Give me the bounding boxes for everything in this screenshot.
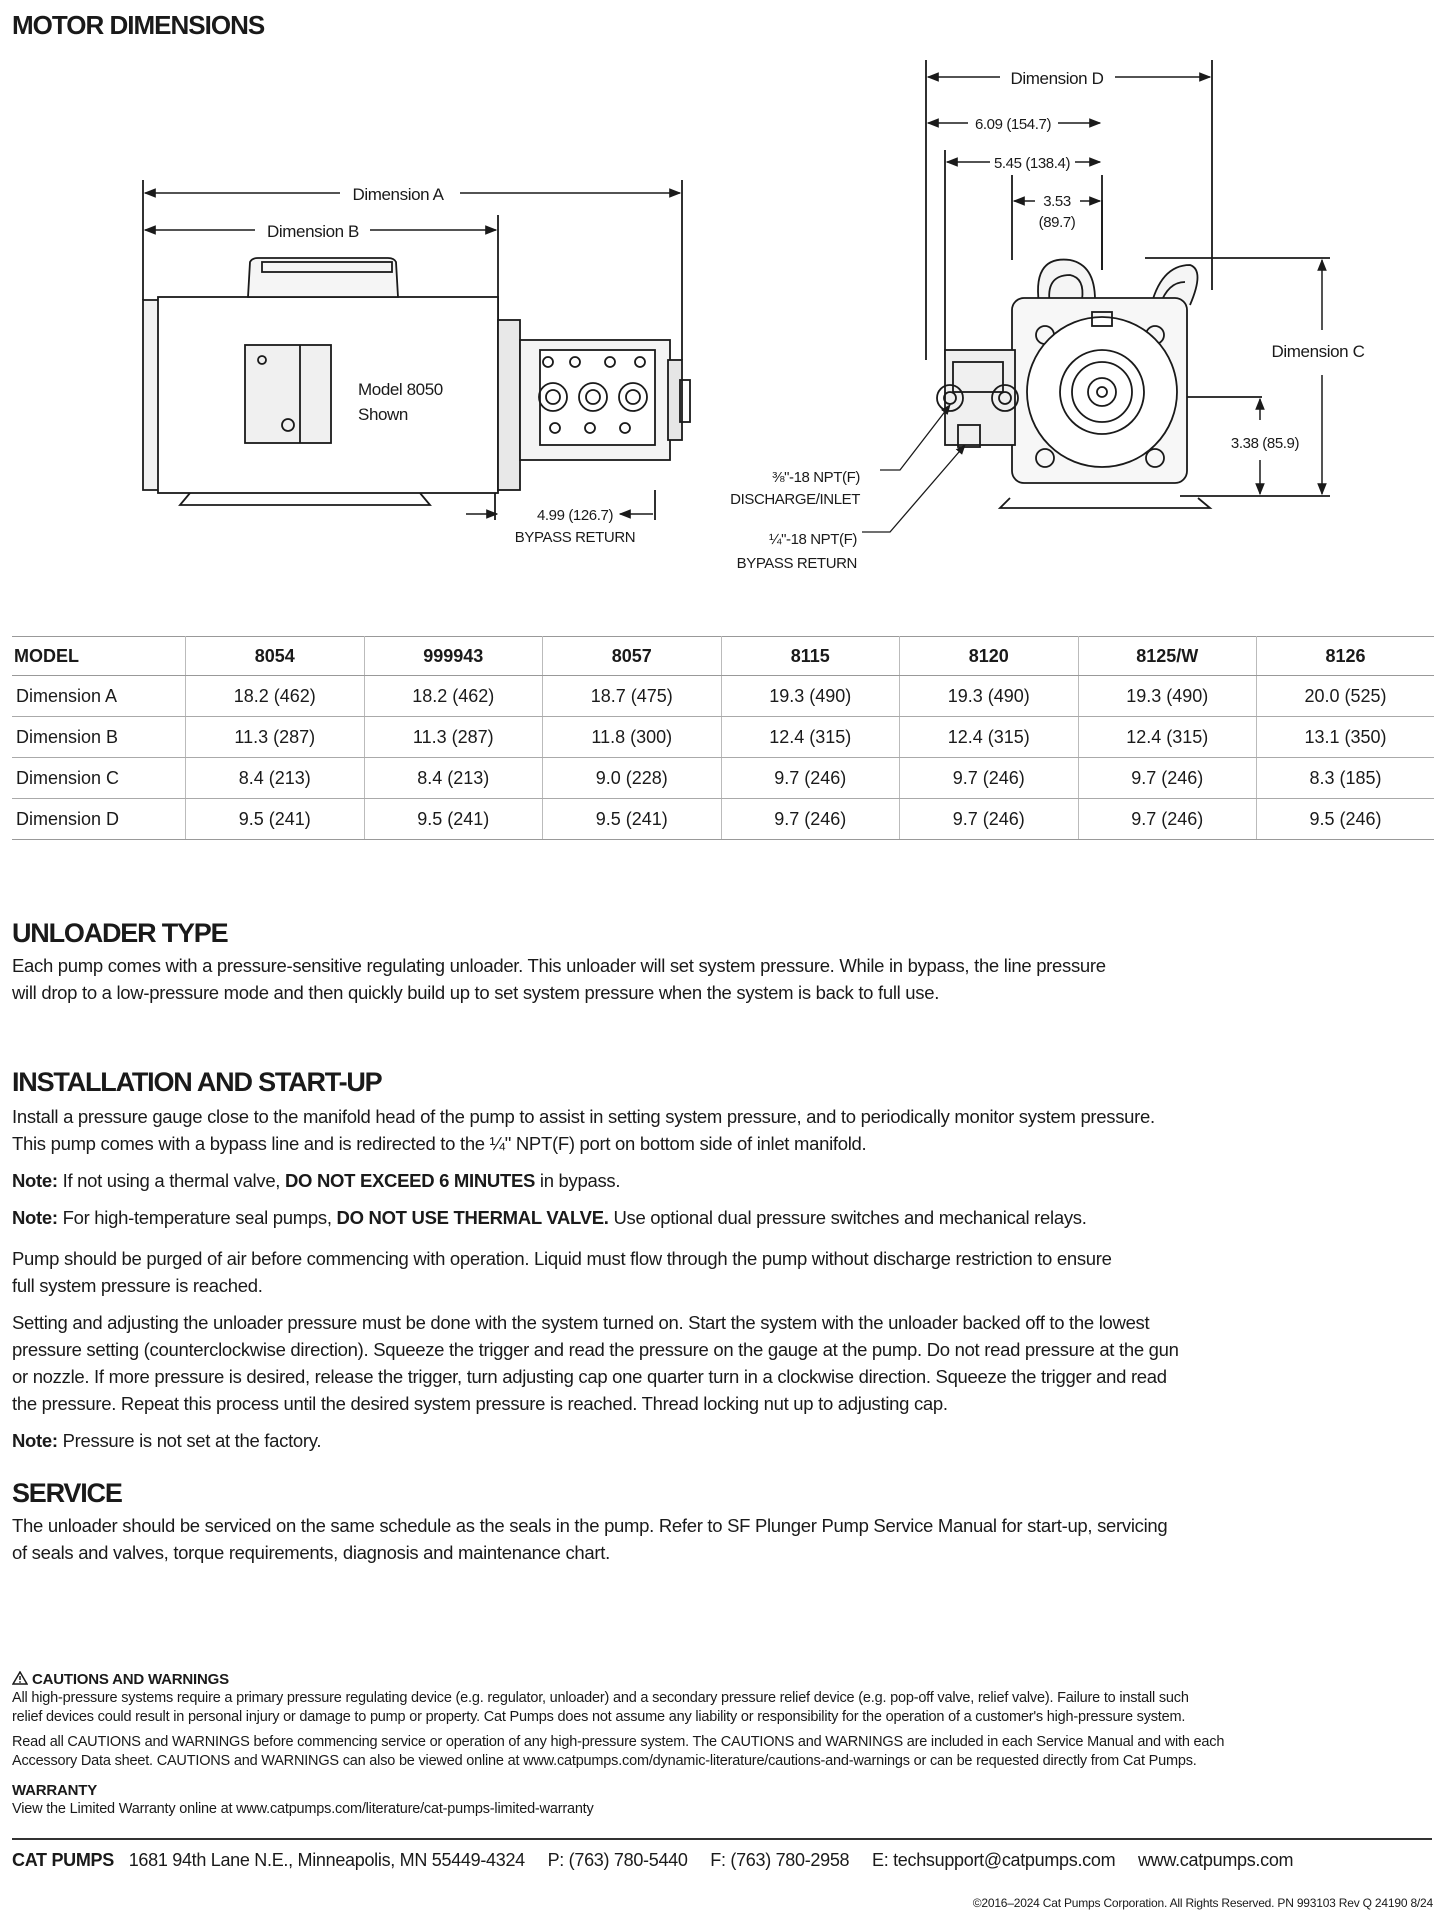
unloader-text <box>12 952 1432 1006</box>
note-emphasis: DO NOT EXCEED 6 MINUTES <box>285 1170 536 1191</box>
table-cell: 9.5 (241) <box>186 799 365 840</box>
table-cell: 18.2 (462) <box>186 676 365 717</box>
header-cell: 8115 <box>721 637 900 676</box>
table-cell: 8.4 (213) <box>186 758 365 799</box>
text-line: This pump comes with a bypass line and is redirected to the ¼" NPT(F) port on bottom side of inlet manifold. <box>12 1133 867 1154</box>
table-cell: 9.5 (246) <box>1257 799 1435 840</box>
table-cell: Dimension C <box>12 758 186 799</box>
header-cell: 8054 <box>186 637 365 676</box>
note-text: If not using a thermal valve, <box>57 1170 285 1191</box>
dimension-545-label: 5.45 (138.4) <box>993 155 1071 172</box>
table-cell: 11.8 (300) <box>543 717 722 758</box>
dimension-a-label: Dimension A <box>352 185 444 204</box>
table-row <box>12 717 1434 758</box>
page-title: MOTOR DIMENSIONS <box>12 10 265 40</box>
model-shown-line1: Model 8050 <box>358 380 443 399</box>
header-cell: 8126 <box>1257 637 1435 676</box>
note-text: Use optional dual pressure switches and mechanical relays. <box>608 1207 1087 1228</box>
table-cell: 8.4 (213) <box>364 758 543 799</box>
note-factory <box>12 1427 1432 1454</box>
text-line: will drop to a low-pressure mode and then quickly build up to set system pressure when the system is back to full use. <box>12 982 940 1003</box>
table-row <box>12 799 1434 840</box>
discharge-inlet-label: DISCHARGE/INLET <box>730 491 860 508</box>
text-line: relief devices could result in personal injury or damage to pump or property. Cat Pumps does not assume any liability or responsibility for the operation of a customer's high-pressure system. <box>12 1709 1186 1725</box>
text-line: Pump should be purged of air before commencing with operation. Liquid must flow through the pump without discharge restriction to ensure <box>12 1248 1112 1269</box>
dimension-353-label: 3.53 <box>1043 193 1071 210</box>
bypass-return-port-label: BYPASS RETURN <box>736 555 857 572</box>
model-shown-line2: Shown <box>358 405 408 424</box>
table-cell: 18.7 (475) <box>543 676 722 717</box>
footer-divider <box>12 1838 1432 1840</box>
warranty-text: View the Limited Warranty online at www.catpumps.com/literature/cat-pumps-limited-warranty <box>12 1801 594 1817</box>
footer-website[interactable]: www.catpumps.com <box>1137 1850 1294 1870</box>
table-cell: 9.5 (241) <box>543 799 722 840</box>
service-title: SERVICE <box>12 1478 122 1508</box>
table-row <box>12 676 1434 717</box>
text-line: Install a pressure gauge close to the manifold head of the pump to assist in setting system pressure, and to periodically monitor system pressure. <box>12 1106 1155 1127</box>
unloader-title: UNLOADER TYPE <box>12 918 228 948</box>
cautions-heading <box>12 1670 1432 1689</box>
service-text <box>12 1512 1432 1566</box>
text-line: or nozzle. If more pressure is desired, release the trigger, turn adjusting cap one quarter turn in a clockwise direction. Squeeze the trigger and read <box>12 1366 1167 1387</box>
dimension-d-label: Dimension D <box>1010 69 1104 88</box>
table-cell: 19.3 (490) <box>721 676 900 717</box>
install-title: INSTALLATION AND START-UP <box>12 1067 382 1097</box>
table-cell: 19.3 (490) <box>900 676 1079 717</box>
table-cell: 8.3 (185) <box>1257 758 1435 799</box>
text-line: Read all CAUTIONS and WARNINGS before commencing service or operation of any high-pressure system. The CAUTIONS and WARNINGS are included in each Service Manual and with each <box>12 1734 1225 1750</box>
table-cell: 12.4 (315) <box>721 717 900 758</box>
note-text: For high-temperature seal pumps, <box>57 1207 337 1228</box>
table-cell: 11.3 (287) <box>364 717 543 758</box>
table-cell: 13.1 (350) <box>1257 717 1435 758</box>
motor-dimension-diagram <box>0 40 1445 600</box>
dimension-c-label: Dimension C <box>1271 342 1365 361</box>
table-cell: Dimension B <box>12 717 186 758</box>
note-text: Pressure is not set at the factory. <box>57 1430 322 1451</box>
table-cell: 9.7 (246) <box>721 758 900 799</box>
note-thermal <box>12 1167 1432 1194</box>
header-cell: 8120 <box>900 637 1079 676</box>
note-label: Note: <box>12 1207 58 1228</box>
text-line: Accessory Data sheet. CAUTIONS and WARNINGS can also be viewed online at www.catpumps.com/dynamic-literature/cautions-and-warnings or can be requested directly from Cat Pumps. <box>12 1753 1197 1769</box>
footer-email[interactable]: E: techsupport@catpumps.com <box>871 1850 1116 1870</box>
bypass-return-label: BYPASS RETURN <box>514 529 636 546</box>
table-cell: 19.3 (490) <box>1078 676 1257 717</box>
table-cell: 9.7 (246) <box>900 758 1079 799</box>
footer-phone: P: (763) 780-5440 <box>547 1850 688 1870</box>
footer-contact <box>12 1850 1432 1871</box>
footer-brand: CAT PUMPS <box>12 1850 114 1870</box>
text-line: full system pressure is reached. <box>12 1275 263 1296</box>
table-cell: 18.2 (462) <box>364 676 543 717</box>
table-cell: 12.4 (315) <box>900 717 1079 758</box>
text-line: All high-pressure systems require a primary pressure regulating device (e.g. regulator, unloader) and a secondary pressure relief device (e.g. pop-off valve, relief valve). Failure to install such <box>12 1690 1189 1706</box>
text-line: Setting and adjusting the unloader pressure must be done with the system turned on. Start the system with the unloader backed off to the lowest <box>12 1312 1150 1333</box>
motor-side-view <box>143 180 690 520</box>
note-high-temp <box>12 1204 1432 1231</box>
footer-address: 1681 94th Lane N.E., Minneapolis, MN 55449-4324 <box>128 1850 525 1870</box>
note-label: Note: <box>12 1170 58 1191</box>
text-line: pressure setting (counterclockwise direction). Squeeze the trigger and read the pressure on the gauge at the pump. Do not read pressure at the gun <box>12 1339 1179 1360</box>
warranty-title: WARRANTY <box>12 1782 98 1799</box>
table-cell: 9.7 (246) <box>1078 799 1257 840</box>
discharge-npt-label: ⅜"-18 NPT(F) <box>771 469 860 486</box>
copyright: ©2016–2024 Cat Pumps Corporation. All Rights Reserved. PN 993103 Rev Q 24190 8/24 <box>972 1896 1433 1910</box>
bypass-npt-label: ¼"-18 NPT(F) <box>768 531 857 548</box>
header-cell: MODEL <box>12 637 186 676</box>
note-label: Note: <box>12 1430 58 1451</box>
dimension-b-label: Dimension B <box>267 222 359 241</box>
dimensions-table <box>12 636 1434 840</box>
table-header-row <box>12 637 1434 676</box>
bypass-dimension-label: 4.99 (126.7) <box>536 507 614 524</box>
table-cell: Dimension D <box>12 799 186 840</box>
dimension-338-label: 3.38 (85.9) <box>1230 435 1300 452</box>
header-cell: 8125/W <box>1078 637 1257 676</box>
dimension-609-label: 6.09 (154.7) <box>974 116 1052 133</box>
cautions-title: CAUTIONS AND WARNINGS <box>31 1671 229 1688</box>
table-row <box>12 758 1434 799</box>
cautions-section <box>12 1670 1432 1819</box>
text-line: of seals and valves, torque requirements, diagnosis and maintenance chart. <box>12 1542 610 1563</box>
text-line: The unloader should be serviced on the same schedule as the seals in the pump. Refer to SF Plunger Pump Service Manual for start-up, servicing <box>12 1515 1168 1536</box>
note-emphasis: DO NOT USE THERMAL VALVE. <box>336 1207 609 1228</box>
table-cell: 9.0 (228) <box>543 758 722 799</box>
table-cell: 11.3 (287) <box>186 717 365 758</box>
dimension-353mm-label: (89.7) <box>1038 214 1076 231</box>
text-line: the pressure. Repeat this process until the desired system pressure is reached. Thread locking nut up to adjusting cap. <box>12 1393 948 1414</box>
text-line: Each pump comes with a pressure-sensitive regulating unloader. This unloader will set system pressure. While in bypass, the line pressure <box>12 955 1106 976</box>
table-cell: 9.7 (246) <box>900 799 1079 840</box>
header-cell: 999943 <box>364 637 543 676</box>
install-text <box>12 1103 1432 1454</box>
table-cell: 20.0 (525) <box>1257 676 1435 717</box>
table-cell: 12.4 (315) <box>1078 717 1257 758</box>
table-cell: Dimension A <box>12 676 186 717</box>
footer-fax: F: (763) 780-2958 <box>710 1850 850 1870</box>
note-text: in bypass. <box>535 1170 621 1191</box>
table-cell: 9.5 (241) <box>364 799 543 840</box>
header-cell: 8057 <box>543 637 722 676</box>
table-cell: 9.7 (246) <box>721 799 900 840</box>
warning-triangle-icon <box>12 1671 28 1685</box>
table-cell: 9.7 (246) <box>1078 758 1257 799</box>
